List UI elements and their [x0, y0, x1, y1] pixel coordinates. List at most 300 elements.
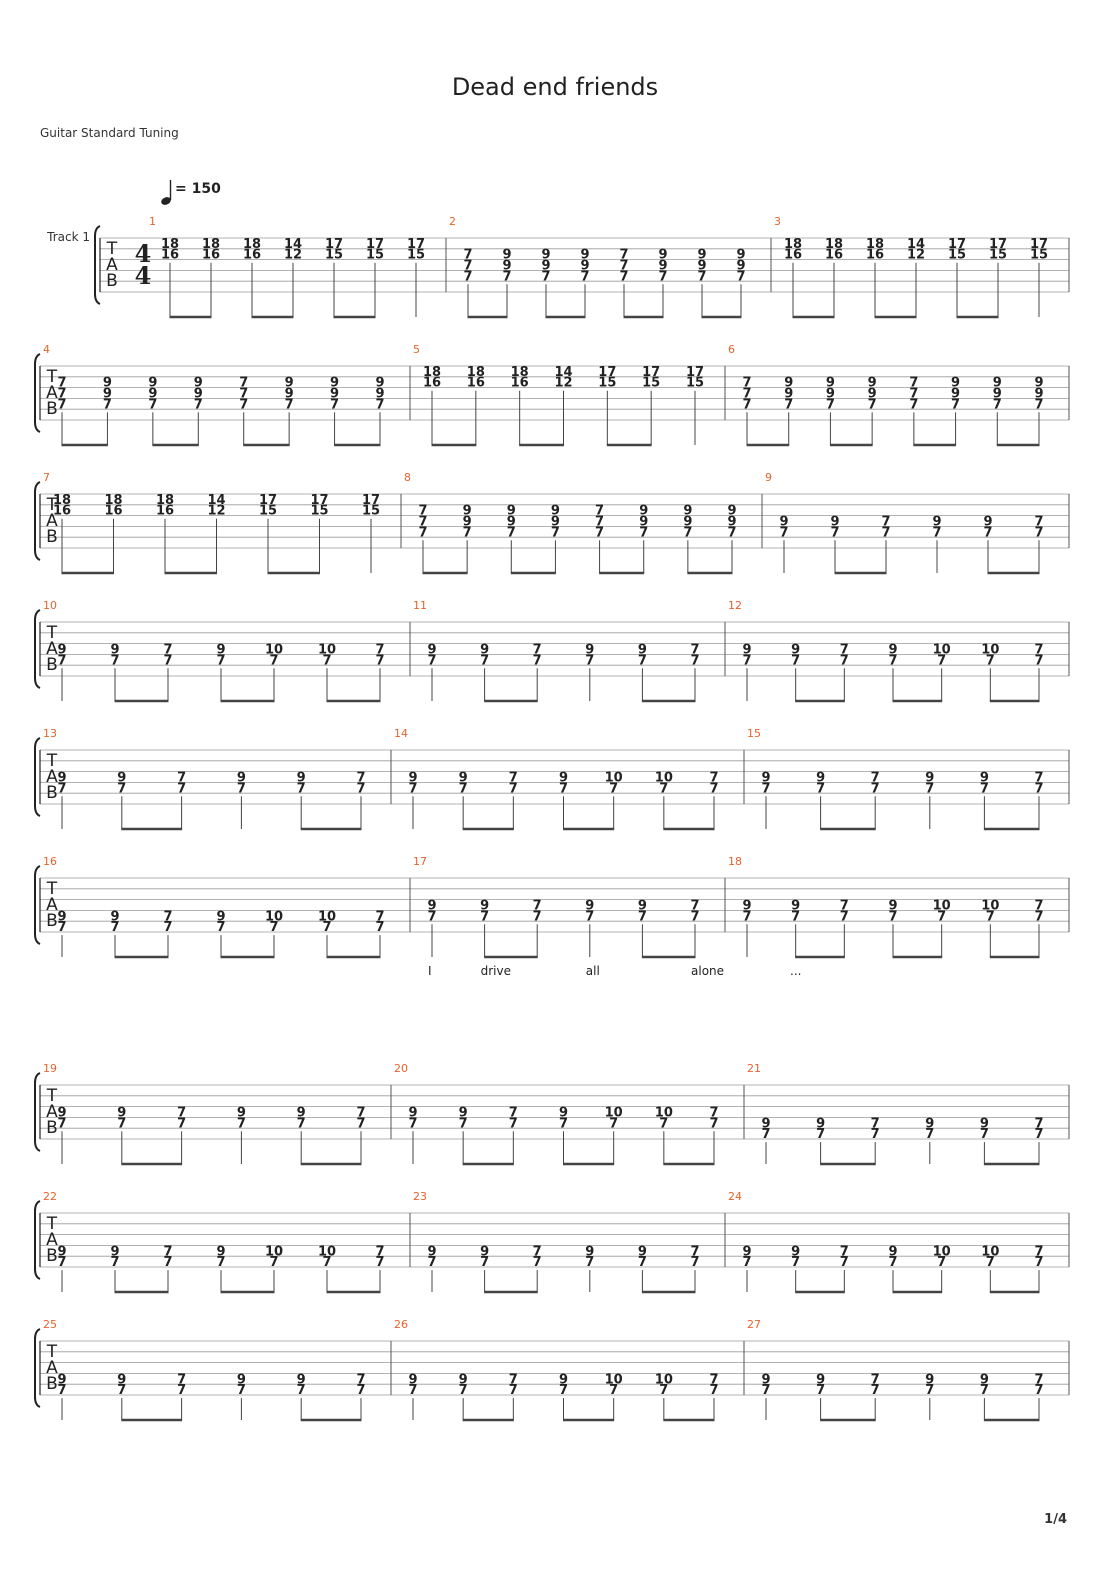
fret-number: 7	[508, 1372, 518, 1388]
fret-number: 7	[925, 1383, 935, 1399]
system-bracket	[35, 866, 40, 944]
fret-number: 9	[330, 386, 340, 402]
fret-number: 7	[659, 1383, 669, 1399]
fret-number: 9	[236, 770, 246, 786]
fret-number: 7	[1034, 1372, 1044, 1388]
fret-number: 9	[932, 514, 942, 530]
fret-number: 17	[642, 364, 661, 380]
staff-system	[35, 1190, 1069, 1292]
fret-number: 7	[881, 514, 891, 530]
fret-number: 7	[193, 397, 203, 413]
fret-number: 9	[408, 1105, 418, 1121]
fret-number: 7	[532, 1255, 542, 1271]
fret-number: 7	[216, 1255, 226, 1271]
fret-number: 9	[110, 909, 120, 925]
fret-number: 7	[639, 525, 649, 541]
fret-number: 9	[983, 514, 993, 530]
fret-number: 7	[839, 1255, 849, 1271]
fret-number: 7	[870, 770, 880, 786]
fret-number: 18	[510, 364, 529, 380]
fret-number: 7	[709, 1105, 719, 1121]
fret-number: 7	[427, 909, 437, 925]
fret-number: 7	[408, 1116, 418, 1132]
fret-number: 9	[236, 1372, 246, 1388]
fret-number: 7	[458, 1383, 468, 1399]
fret-number: 7	[532, 653, 542, 669]
fret-number: 7	[163, 920, 173, 936]
fret-number: 7	[57, 1383, 67, 1399]
fret-number: 16	[242, 247, 262, 263]
fret-number: 7	[985, 909, 995, 925]
fret-number: 7	[269, 1255, 279, 1271]
staff-system	[46, 215, 1069, 317]
fret-number: 7	[979, 1127, 989, 1143]
fret-number: 7	[690, 1244, 700, 1260]
fret-number: 7	[177, 1372, 187, 1388]
fret-number: 7	[462, 525, 472, 541]
measure-number: 6	[728, 343, 735, 356]
fret-number: 10	[981, 898, 1000, 914]
fret-number: 9	[284, 375, 294, 391]
system-bracket	[35, 482, 40, 560]
measure-number: 18	[728, 855, 742, 868]
tab-clef-letter: T	[46, 879, 58, 899]
fret-number: 7	[480, 909, 490, 925]
fret-number: 12	[906, 247, 926, 263]
fret-number: 7	[870, 1116, 880, 1132]
fret-number: 7	[658, 269, 668, 285]
fret-number: 9	[637, 1244, 647, 1260]
fret-number: 10	[654, 1372, 673, 1388]
fret-number: 9	[761, 770, 771, 786]
fret-number: 7	[1034, 1383, 1044, 1399]
fret-number: 10	[604, 1372, 623, 1388]
tab-clef-letter: B	[46, 1246, 58, 1266]
fret-number: 7	[356, 770, 366, 786]
fret-number: 16	[865, 247, 885, 263]
fret-number: 7	[690, 898, 700, 914]
fret-number: 9	[697, 258, 707, 274]
fret-number: 17	[258, 492, 278, 508]
system-bracket	[35, 354, 40, 432]
fret-number: 7	[375, 653, 385, 669]
fret-number: 7	[979, 781, 989, 797]
fret-number: 7	[177, 781, 187, 797]
fret-number: 9	[637, 642, 647, 658]
fret-number: 7	[110, 920, 120, 936]
fret-number: 7	[1034, 397, 1044, 413]
fret-number: 7	[508, 1383, 518, 1399]
fret-number: 7	[951, 397, 961, 413]
fret-number: 17	[406, 236, 426, 252]
fret-number: 9	[979, 1116, 989, 1132]
tab-clef-letter: T	[106, 239, 118, 259]
fret-number: 17	[310, 492, 329, 508]
measure	[394, 1318, 719, 1420]
fret-number: 9	[925, 770, 935, 786]
tab-clef-letter: T	[46, 623, 58, 643]
fret-number: 7	[506, 525, 516, 541]
fret-number: 7	[709, 1116, 719, 1132]
fret-number: 7	[356, 1383, 366, 1399]
measure-number: 12	[728, 599, 742, 612]
fret-number: 17	[988, 236, 1008, 252]
fret-number: 16	[510, 375, 529, 391]
fret-number: 9	[867, 375, 877, 391]
time-signature-top: 4	[134, 239, 152, 268]
fret-number: 7	[236, 1116, 246, 1132]
fret-number: 7	[239, 386, 249, 402]
measure	[404, 471, 737, 573]
fret-number: 17	[1029, 236, 1049, 252]
fret-number: 7	[427, 1255, 437, 1271]
fret-number: 7	[619, 258, 629, 274]
fret-number: 7	[269, 920, 279, 936]
fret-number: 9	[480, 642, 490, 658]
fret-number: 7	[585, 1255, 595, 1271]
system-bracket	[35, 610, 40, 688]
fret-number: 9	[117, 1105, 127, 1121]
fret-number: 9	[458, 1105, 468, 1121]
fret-number: 9	[57, 1372, 67, 1388]
measure-number: 13	[43, 727, 57, 740]
fret-number: 7	[296, 1383, 306, 1399]
fret-number: 9	[117, 770, 127, 786]
page-number: 1/4	[1044, 1512, 1067, 1527]
fret-number: 9	[637, 898, 647, 914]
tab-clef-letter: B	[46, 655, 58, 675]
fret-number: 9	[408, 770, 418, 786]
fret-number: 7	[761, 1383, 771, 1399]
measure-number: 20	[394, 1062, 408, 1075]
fret-number: 7	[502, 269, 512, 285]
measure-number: 10	[43, 599, 57, 612]
tab-clef-letter: B	[106, 271, 118, 291]
fret-number: 9	[742, 1244, 752, 1260]
staff-system	[35, 471, 1069, 573]
fret-number: 7	[839, 898, 849, 914]
fret-number: 7	[637, 909, 647, 925]
fret-number: 9	[585, 898, 595, 914]
fret-number: 9	[110, 1244, 120, 1260]
fret-number: 7	[779, 525, 789, 541]
measure-number: 9	[765, 471, 772, 484]
svg-text:= 150	[175, 181, 221, 197]
fret-number: 9	[888, 642, 898, 658]
measure	[774, 215, 1048, 317]
staff-system	[35, 1318, 1069, 1420]
fret-number: 10	[654, 770, 673, 786]
fret-number: 7	[937, 909, 947, 925]
fret-number: 9	[480, 1244, 490, 1260]
fret-number: 15	[642, 375, 661, 391]
fret-number: 9	[541, 258, 551, 274]
tab-clef-letter: A	[46, 383, 58, 403]
fret-number: 18	[783, 236, 803, 252]
fret-number: 9	[784, 375, 794, 391]
fret-number: 7	[909, 375, 919, 391]
fret-number: 9	[830, 514, 840, 530]
system-bracket	[35, 1329, 40, 1407]
fret-number: 7	[375, 920, 385, 936]
fret-number: 7	[57, 653, 67, 669]
fret-number: 9	[727, 503, 737, 519]
fret-number: 7	[541, 269, 551, 285]
fret-number: 7	[697, 269, 707, 285]
fret-number: 16	[201, 247, 221, 263]
fret-number: 7	[761, 1127, 771, 1143]
fret-number: 7	[558, 1383, 569, 1399]
lyric-syllable: all	[585, 964, 600, 978]
fret-number: 7	[1034, 514, 1044, 530]
fret-number: 15	[258, 503, 278, 519]
fret-number: 7	[585, 909, 595, 925]
fret-number: 7	[690, 1255, 700, 1271]
fret-number: 7	[1034, 642, 1044, 658]
fret-number: 9	[558, 1105, 569, 1121]
fret-number: 9	[458, 770, 468, 786]
fret-number: 9	[992, 386, 1002, 402]
fret-number: 9	[558, 1372, 569, 1388]
fret-number: 7	[742, 397, 752, 413]
measure-number: 5	[413, 343, 420, 356]
tab-clef-letter: B	[46, 1374, 58, 1394]
fret-number: 7	[937, 653, 947, 669]
measure	[747, 1062, 1044, 1164]
measure-number: 3	[774, 215, 781, 228]
fret-number: 7	[825, 397, 835, 413]
fret-number: 10	[932, 642, 951, 658]
fret-number: 7	[375, 1244, 385, 1260]
fret-number: 18	[466, 364, 485, 380]
fret-number: 7	[839, 1244, 849, 1260]
fret-number: 16	[104, 503, 123, 519]
fret-number: 9	[110, 642, 120, 658]
tab-clef-letter: A	[46, 1102, 58, 1122]
fret-number: 7	[888, 653, 898, 669]
fret-number: 7	[508, 770, 518, 786]
fret-number: 7	[761, 781, 771, 797]
fret-number: 7	[637, 1255, 647, 1271]
fret-number: 9	[117, 1372, 127, 1388]
fret-number: 15	[988, 247, 1008, 263]
fret-number: 7	[163, 1244, 173, 1260]
tab-clef-letter: B	[46, 527, 58, 547]
fret-number: 14	[207, 492, 226, 508]
fret-number: 7	[1034, 909, 1044, 925]
fret-number: 15	[598, 375, 617, 391]
fret-number: 7	[1034, 525, 1044, 541]
fret-number: 9	[816, 1372, 826, 1388]
fret-number: 9	[330, 375, 340, 391]
tuning-label: Guitar Standard Tuning	[40, 126, 179, 140]
tab-clef-letter: B	[46, 399, 58, 419]
measure-number: 14	[394, 727, 408, 740]
fret-number: 7	[909, 386, 919, 402]
fret-number: 9	[458, 1372, 468, 1388]
fret-number: 7	[580, 269, 590, 285]
lyric-syllable: I	[428, 964, 432, 978]
fret-number: 9	[825, 386, 835, 402]
fret-number: 9	[148, 386, 158, 402]
fret-number: 9	[658, 247, 668, 263]
fret-number: 10	[654, 1105, 673, 1121]
fret-number: 7	[637, 653, 647, 669]
tab-clef-letter: B	[46, 1118, 58, 1138]
fret-number: 9	[1034, 375, 1044, 391]
fret-number: 10	[981, 1244, 1000, 1260]
measure	[728, 855, 1044, 957]
fret-number: 9	[888, 898, 898, 914]
fret-number: 7	[508, 781, 518, 797]
fret-number: 9	[427, 642, 437, 658]
staff-system	[35, 727, 1069, 829]
tab-clef-letter: B	[46, 911, 58, 931]
fret-number: 7	[177, 770, 187, 786]
fret-number: 18	[422, 364, 442, 380]
fret-number: 12	[207, 503, 226, 519]
fret-number: 7	[117, 1383, 127, 1399]
fret-number: 7	[236, 781, 246, 797]
measure	[449, 215, 746, 317]
fret-number: 7	[709, 1372, 719, 1388]
fret-number: 9	[558, 770, 569, 786]
fret-number: 7	[609, 781, 619, 797]
fret-number: 7	[909, 397, 919, 413]
measure-number: 7	[43, 471, 50, 484]
fret-number: 7	[550, 525, 560, 541]
tempo-value: 150	[191, 181, 221, 197]
fret-number: 7	[418, 514, 428, 530]
fret-number: 7	[239, 397, 249, 413]
fret-number: 16	[783, 247, 803, 263]
fret-number: 7	[870, 1372, 880, 1388]
fret-number: 9	[697, 247, 707, 263]
fret-number: 17	[361, 492, 381, 508]
fret-number: 10	[932, 1244, 951, 1260]
measure	[43, 1190, 385, 1292]
fret-number: 7	[736, 269, 746, 285]
staff-system	[35, 343, 1069, 445]
fret-number: 9	[951, 375, 961, 391]
fret-number: 9	[480, 898, 490, 914]
fret-number: 7	[480, 653, 490, 669]
fret-number: 15	[406, 247, 426, 263]
tempo-marking	[160, 180, 221, 206]
tab-clef-letter: T	[46, 1214, 58, 1234]
fret-number: 9	[791, 1244, 801, 1260]
fret-number: 7	[867, 397, 877, 413]
measure	[747, 727, 1044, 829]
fret-number: 7	[1034, 898, 1044, 914]
measure-number: 16	[43, 855, 57, 868]
tab-clef-letter: T	[46, 1086, 58, 1106]
fret-number: 7	[690, 909, 700, 925]
fret-number: 9	[816, 770, 826, 786]
fret-number: 15	[310, 503, 329, 519]
fret-number: 7	[784, 397, 794, 413]
fret-number: 7	[110, 653, 120, 669]
fret-number: 15	[361, 503, 381, 519]
fret-number: 7	[163, 653, 173, 669]
system-bracket	[35, 1201, 40, 1279]
fret-number: 9	[462, 514, 472, 530]
fret-number: 9	[992, 375, 1002, 391]
measure-number: 27	[747, 1318, 761, 1331]
fret-number: 9	[683, 503, 693, 519]
measure-number: 23	[413, 1190, 427, 1203]
fret-number: 7	[609, 1383, 619, 1399]
fret-number: 7	[870, 781, 880, 797]
fret-number: 7	[322, 920, 332, 936]
fret-number: 9	[216, 909, 226, 925]
fret-number: 15	[947, 247, 967, 263]
fret-number: 7	[742, 386, 752, 402]
fret-number: 7	[236, 1383, 246, 1399]
fret-number: 7	[418, 503, 428, 519]
fret-number: 9	[736, 258, 746, 274]
measure	[394, 727, 719, 829]
fret-number: 17	[324, 236, 344, 252]
fret-number: 7	[595, 525, 605, 541]
measure	[43, 471, 380, 573]
fret-number: 9	[375, 375, 385, 391]
fret-number: 9	[502, 247, 512, 263]
fret-number: 15	[324, 247, 344, 263]
fret-number: 9	[585, 642, 595, 658]
fret-number: 7	[839, 909, 849, 925]
fret-number: 9	[683, 514, 693, 530]
measure-number: 11	[413, 599, 427, 612]
fret-number: 7	[609, 1116, 619, 1132]
fret-number: 7	[558, 1116, 569, 1132]
fret-number: 10	[317, 909, 337, 925]
fret-number: 9	[550, 503, 560, 519]
fret-number: 9	[925, 1116, 935, 1132]
measure	[43, 1062, 366, 1164]
fret-number: 9	[427, 898, 437, 914]
measure	[43, 599, 385, 701]
lyric-syllable: alone	[691, 964, 725, 978]
fret-number: 7	[742, 909, 752, 925]
fret-number: 7	[356, 1372, 366, 1388]
fret-number: 7	[888, 909, 898, 925]
fret-number: 7	[330, 397, 340, 413]
fret-number: 9	[296, 770, 306, 786]
measure	[413, 343, 704, 445]
fret-number: 9	[506, 514, 516, 530]
fret-number: 12	[554, 375, 573, 391]
measure	[394, 1062, 719, 1164]
fret-number: 7	[791, 909, 801, 925]
fret-number: 7	[57, 386, 67, 402]
fret-number: 10	[317, 642, 337, 658]
fret-number: 7	[322, 653, 332, 669]
fret-number: 7	[480, 1255, 490, 1271]
fret-number: 7	[619, 269, 629, 285]
fret-number: 7	[742, 653, 752, 669]
fret-number: 9	[580, 258, 590, 274]
tab-clef-letter: A	[46, 1358, 58, 1378]
fret-number: 7	[322, 1255, 332, 1271]
fret-number: 9	[639, 503, 649, 519]
fret-number: 7	[508, 1116, 518, 1132]
tab-clef-letter: A	[46, 639, 58, 659]
fret-number: 7	[418, 525, 428, 541]
fret-number: 9	[742, 642, 752, 658]
fret-number: 7	[870, 1127, 880, 1143]
fret-number: 9	[925, 1372, 935, 1388]
